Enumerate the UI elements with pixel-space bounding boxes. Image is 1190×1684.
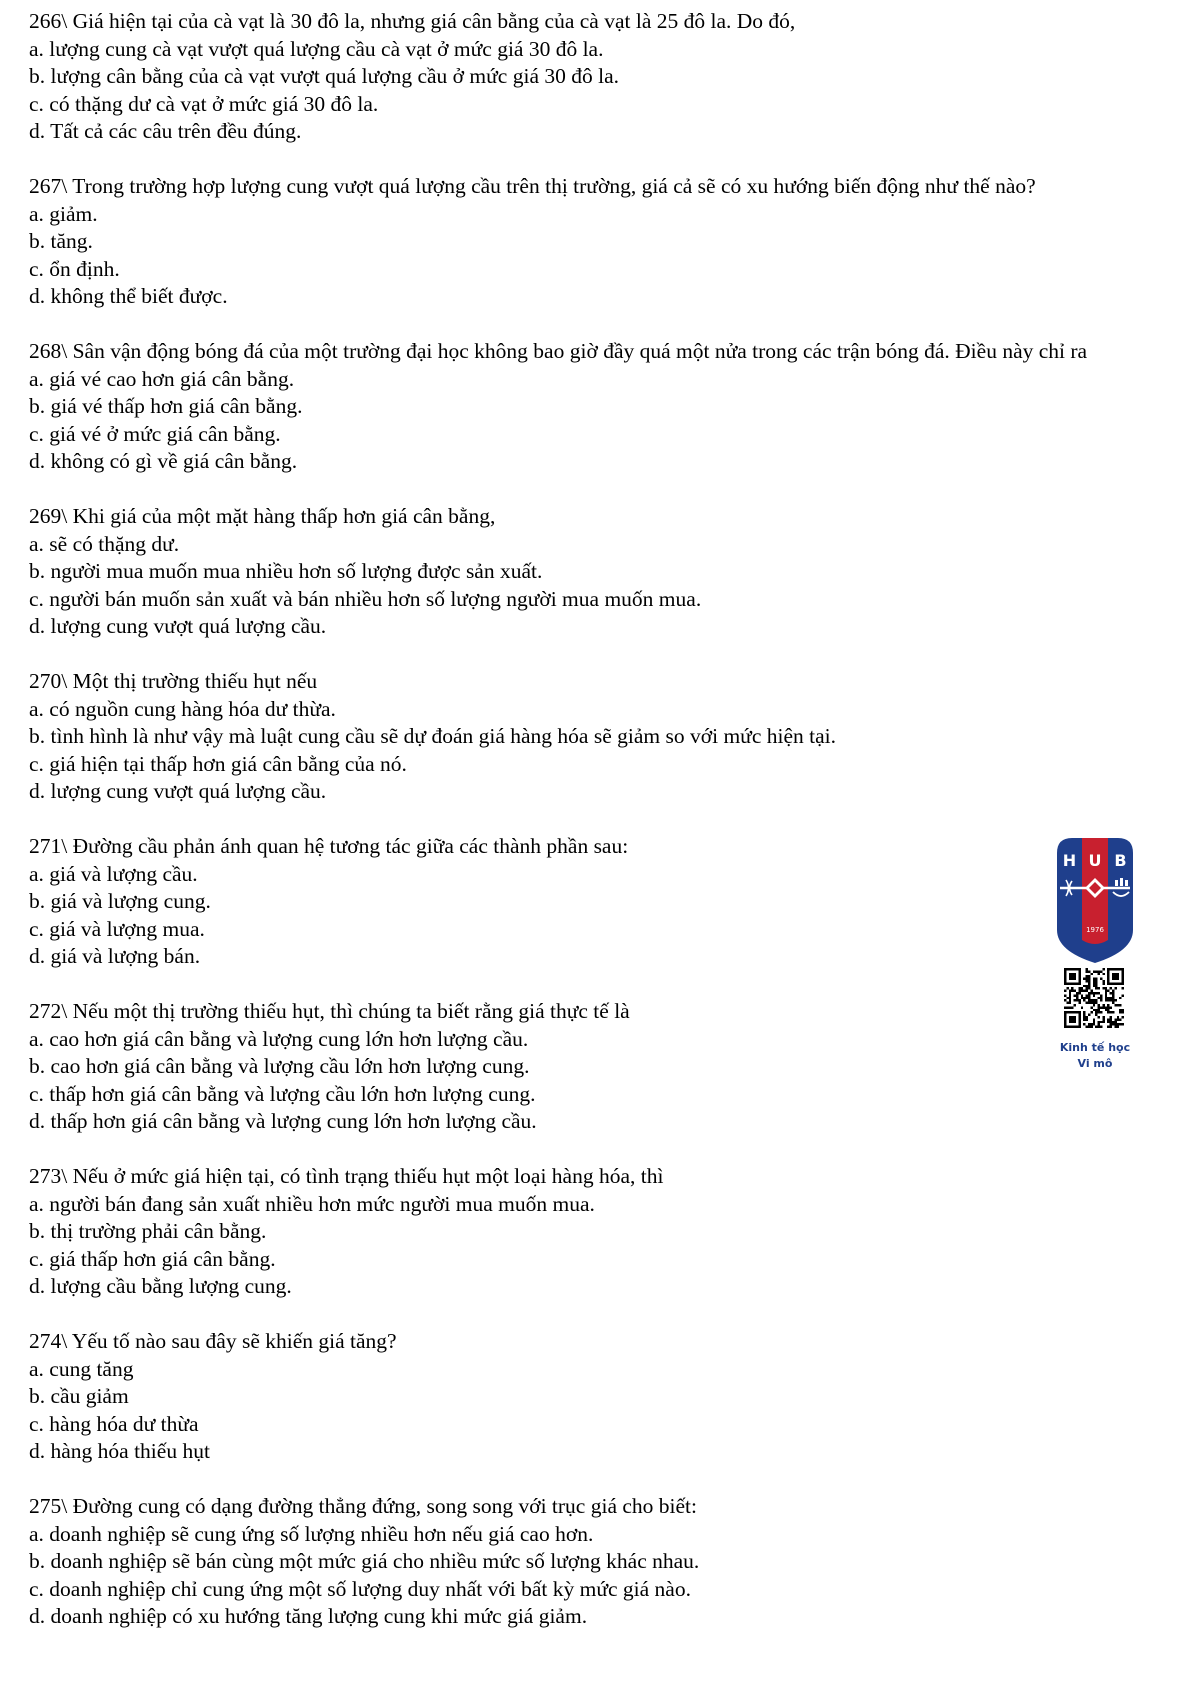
question-text: 273\ Nếu ở mức giá hiện tại, có tình trạng thiếu hụt một loại hàng hóa, thì <box>29 1164 664 1188</box>
answer-options <box>29 861 1159 971</box>
logo-year: 1976 <box>1086 926 1104 934</box>
course-name-line1: Kinh tế học <box>1059 1041 1131 1054</box>
answer-options <box>29 1521 1159 1631</box>
answer-option: d. lượng cung vượt quá lượng cầu. <box>29 779 327 803</box>
answer-option: b. cầu giảm <box>29 1384 129 1408</box>
answer-option: d. không thể biết được. <box>29 284 228 308</box>
qr-code <box>1064 968 1124 1028</box>
answer-option: b. doanh nghiệp sẽ bán cùng một mức giá cho nhiều mức số lượng khác nhau. <box>29 1549 700 1573</box>
answer-option: c. người bán muốn sản xuất và bán nhiều hơn số lượng người mua muốn mua. <box>29 586 702 611</box>
answer-option: c. hàng hóa dư thừa <box>29 1411 199 1436</box>
answer-option: b. người mua muốn mua nhiều hơn số lượng được sản xuất. <box>29 559 543 583</box>
answer-option: d. lượng cầu bằng lượng cung. <box>29 1274 292 1298</box>
answer-option: c. có thặng dư cà vạt ở mức giá 30 đô la. <box>29 91 379 116</box>
question-text: 268\ Sân vận động bóng đá của một trường đại học không bao giờ đầy quá một nửa trong các trận bóng đá. Điều này chỉ ra <box>29 339 1088 363</box>
answer-option: c. thấp hơn giá cân bằng và lượng cầu lớn hơn lượng cung. <box>29 1081 536 1106</box>
question-text: 272\ Nếu một thị trường thiếu hụt, thì chúng ta biết rằng giá thực tế là <box>29 999 630 1023</box>
answer-option: a. giảm. <box>29 201 98 226</box>
answer-option: b. thị trường phải cân bằng. <box>29 1219 267 1243</box>
answer-option: d. hàng hóa thiếu hụt <box>29 1439 210 1463</box>
answer-options <box>29 36 1159 146</box>
document-body <box>29 8 1159 1658</box>
answer-options <box>29 201 1159 311</box>
answer-option: a. cung tăng <box>29 1356 134 1381</box>
logo-letter-u: U <box>1088 851 1102 870</box>
answer-option: b. tăng. <box>29 229 93 253</box>
answer-option: d. lượng cung vượt quá lượng cầu. <box>29 614 327 638</box>
question-266 <box>29 8 1159 146</box>
question-text: 274\ Yếu tố nào sau đây sẽ khiến giá tăng? <box>29 1329 397 1353</box>
answer-options <box>29 696 1159 806</box>
answer-option: c. giá và lượng mua. <box>29 916 205 941</box>
question-273 <box>29 1163 1159 1301</box>
question-274 <box>29 1328 1159 1466</box>
question-text: 270\ Một thị trường thiếu hụt nếu <box>29 669 318 693</box>
question-275 <box>29 1493 1159 1631</box>
answer-option: d. không có gì về giá cân bằng. <box>29 449 298 473</box>
answer-option: c. giá thấp hơn giá cân bằng. <box>29 1246 276 1271</box>
answer-option: b. lượng cân bằng của cà vạt vượt quá lượng cầu ở mức giá 30 đô la. <box>29 64 620 88</box>
question-268 <box>29 338 1159 476</box>
question-text: 266\ Giá hiện tại của cà vạt là 30 đô la, nhưng giá cân bằng của cà vạt là 25 đô la. Do đó, <box>29 9 796 33</box>
answer-option: c. giá hiện tại thấp hơn giá cân bằng của nó. <box>29 751 407 776</box>
answer-options <box>29 366 1159 476</box>
answer-option: a. người bán đang sản xuất nhiều hơn mức người mua muốn mua. <box>29 1191 595 1216</box>
question-271 <box>29 833 1159 971</box>
answer-option: c. doanh nghiệp chỉ cung ứng một số lượng duy nhất với bất kỳ mức giá nào. <box>29 1576 691 1601</box>
answer-options <box>29 1356 1159 1466</box>
logo-letter-h: H <box>1062 851 1077 870</box>
answer-options <box>29 1026 1159 1136</box>
answer-options <box>29 531 1159 641</box>
answer-option: d. giá và lượng bán. <box>29 944 201 968</box>
answer-option: a. cao hơn giá cân bằng và lượng cung lớn hơn lượng cầu. <box>29 1026 529 1051</box>
answer-option: a. giá và lượng cầu. <box>29 861 198 886</box>
logo-letter-b: B <box>1114 851 1127 870</box>
answer-option: a. có nguồn cung hàng hóa dư thừa. <box>29 696 336 721</box>
answer-option: b. giá vé thấp hơn giá cân bằng. <box>29 394 303 418</box>
answer-option: a. sẽ có thặng dư. <box>29 531 180 556</box>
question-text: 267\ Trong trường hợp lượng cung vượt quá lượng cầu trên thị trường, giá cả sẽ có xu hướng biến động như thế nào? <box>29 174 1036 198</box>
question-text: 269\ Khi giá của một mặt hàng thấp hơn giá cân bằng, <box>29 504 496 528</box>
answer-option: a. doanh nghiệp sẽ cung ứng số lượng nhiều hơn nếu giá cao hơn. <box>29 1521 594 1546</box>
question-272 <box>29 998 1159 1136</box>
answer-option: a. lượng cung cà vạt vượt quá lượng cầu cà vạt ở mức giá 30 đô la. <box>29 36 604 61</box>
answer-option: b. giá và lượng cung. <box>29 889 211 913</box>
answer-option: b. cao hơn giá cân bằng và lượng cầu lớn hơn lượng cung. <box>29 1054 530 1078</box>
hub-shield-logo <box>1057 838 1133 963</box>
answer-option: d. doanh nghiệp có xu hướng tăng lượng cung khi mức giá giảm. <box>29 1604 588 1628</box>
question-270 <box>29 668 1159 806</box>
answer-option: c. ổn định. <box>29 256 120 281</box>
answer-option: d. thấp hơn giá cân bằng và lượng cung lớn hơn lượng cầu. <box>29 1109 537 1133</box>
question-text: 271\ Đường cầu phản ánh quan hệ tương tác giữa các thành phần sau: <box>29 834 629 858</box>
course-name-line2: Vi mô <box>1077 1057 1113 1070</box>
question-267 <box>29 173 1159 311</box>
question-text: 275\ Đường cung có dạng đường thẳng đứng, song song với trục giá cho biết: <box>29 1494 697 1518</box>
answer-option: b. tình hình là như vậy mà luật cung cầu sẽ dự đoán giá hàng hóa sẽ giảm so với mức hiện tại. <box>29 724 837 748</box>
answer-option: c. giá vé ở mức giá cân bằng. <box>29 421 281 446</box>
answer-option: a. giá vé cao hơn giá cân bằng. <box>29 366 295 391</box>
answer-options <box>29 1191 1159 1301</box>
question-269 <box>29 503 1159 641</box>
answer-option: d. Tất cả các câu trên đều đúng. <box>29 119 302 143</box>
